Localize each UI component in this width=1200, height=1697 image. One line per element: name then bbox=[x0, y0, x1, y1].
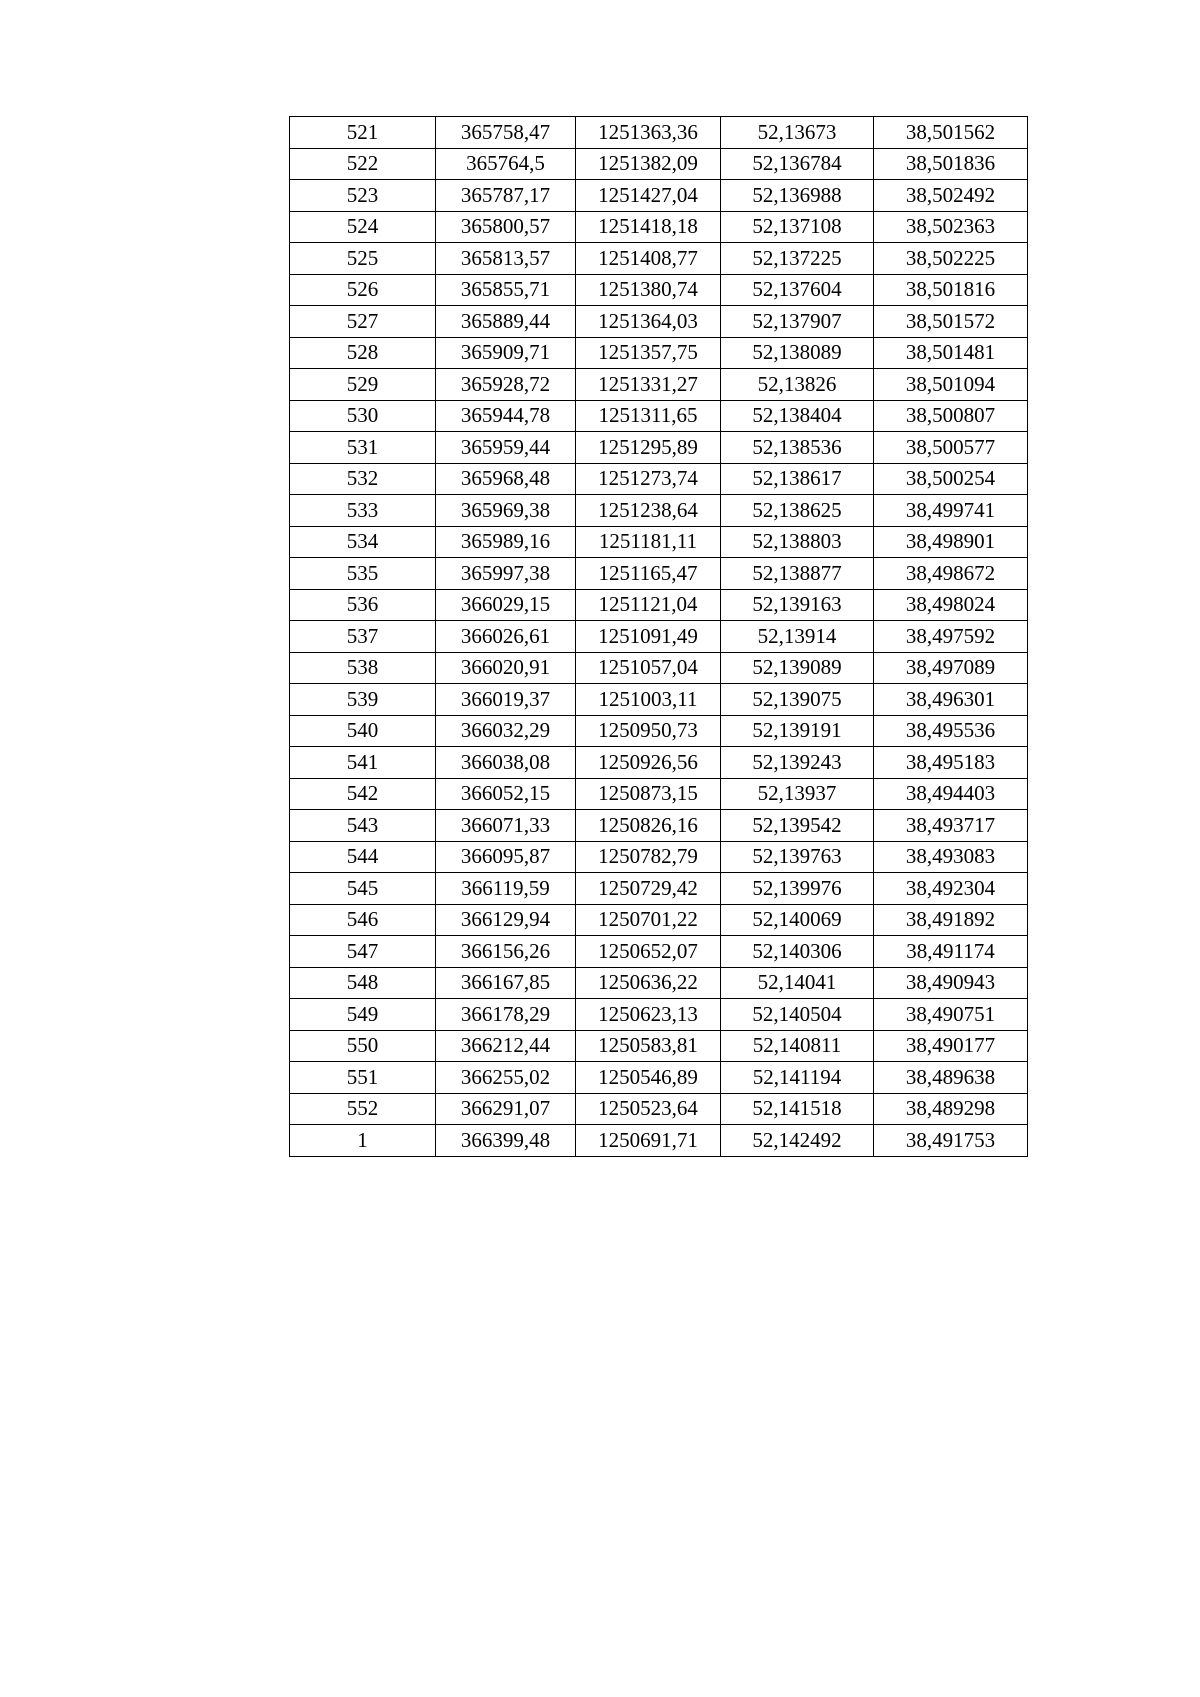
x-coordinate-cell: 365928,72 bbox=[436, 369, 576, 401]
table-row bbox=[290, 558, 1028, 590]
x-coordinate-cell: 365944,78 bbox=[436, 400, 576, 432]
table-row bbox=[290, 180, 1028, 212]
table-row bbox=[290, 873, 1028, 905]
table-row bbox=[290, 243, 1028, 275]
longitude-cell: 38,501816 bbox=[874, 274, 1028, 306]
table-row bbox=[290, 400, 1028, 432]
table-row bbox=[290, 621, 1028, 653]
table-row bbox=[290, 495, 1028, 527]
point-number-cell: 523 bbox=[290, 180, 436, 212]
point-number-cell: 547 bbox=[290, 936, 436, 968]
x-coordinate-cell: 365997,38 bbox=[436, 558, 576, 590]
point-number-cell: 525 bbox=[290, 243, 436, 275]
longitude-cell: 38,493717 bbox=[874, 810, 1028, 842]
coordinates-table-body bbox=[290, 117, 1028, 1157]
latitude-cell: 52,136784 bbox=[721, 148, 874, 180]
latitude-cell: 52,137225 bbox=[721, 243, 874, 275]
point-number-cell: 528 bbox=[290, 337, 436, 369]
x-coordinate-cell: 366019,37 bbox=[436, 684, 576, 716]
x-coordinate-cell: 366255,02 bbox=[436, 1062, 576, 1094]
longitude-cell: 38,491174 bbox=[874, 936, 1028, 968]
point-number-cell: 544 bbox=[290, 841, 436, 873]
y-coordinate-cell: 1251091,49 bbox=[576, 621, 721, 653]
longitude-cell: 38,501481 bbox=[874, 337, 1028, 369]
x-coordinate-cell: 366156,26 bbox=[436, 936, 576, 968]
latitude-cell: 52,139243 bbox=[721, 747, 874, 779]
longitude-cell: 38,491892 bbox=[874, 904, 1028, 936]
point-number-cell: 533 bbox=[290, 495, 436, 527]
x-coordinate-cell: 366052,15 bbox=[436, 778, 576, 810]
latitude-cell: 52,142492 bbox=[721, 1125, 874, 1157]
point-number-cell: 548 bbox=[290, 967, 436, 999]
point-number-cell: 540 bbox=[290, 715, 436, 747]
x-coordinate-cell: 365889,44 bbox=[436, 306, 576, 338]
longitude-cell: 38,502225 bbox=[874, 243, 1028, 275]
longitude-cell: 38,491753 bbox=[874, 1125, 1028, 1157]
latitude-cell: 52,13673 bbox=[721, 117, 874, 149]
x-coordinate-cell: 366020,91 bbox=[436, 652, 576, 684]
longitude-cell: 38,493083 bbox=[874, 841, 1028, 873]
x-coordinate-cell: 365989,16 bbox=[436, 526, 576, 558]
x-coordinate-cell: 366119,59 bbox=[436, 873, 576, 905]
y-coordinate-cell: 1251057,04 bbox=[576, 652, 721, 684]
table-row bbox=[290, 904, 1028, 936]
y-coordinate-cell: 1251382,09 bbox=[576, 148, 721, 180]
latitude-cell: 52,137108 bbox=[721, 211, 874, 243]
y-coordinate-cell: 1251003,11 bbox=[576, 684, 721, 716]
longitude-cell: 38,497089 bbox=[874, 652, 1028, 684]
point-number-cell: 549 bbox=[290, 999, 436, 1031]
latitude-cell: 52,138404 bbox=[721, 400, 874, 432]
point-number-cell: 545 bbox=[290, 873, 436, 905]
x-coordinate-cell: 365968,48 bbox=[436, 463, 576, 495]
point-number-cell: 551 bbox=[290, 1062, 436, 1094]
point-number-cell: 526 bbox=[290, 274, 436, 306]
y-coordinate-cell: 1251364,03 bbox=[576, 306, 721, 338]
table-row bbox=[290, 1125, 1028, 1157]
longitude-cell: 38,500807 bbox=[874, 400, 1028, 432]
latitude-cell: 52,139976 bbox=[721, 873, 874, 905]
point-number-cell: 539 bbox=[290, 684, 436, 716]
coordinates-table bbox=[289, 116, 1028, 1157]
longitude-cell: 38,500254 bbox=[874, 463, 1028, 495]
y-coordinate-cell: 1251331,27 bbox=[576, 369, 721, 401]
point-number-cell: 529 bbox=[290, 369, 436, 401]
longitude-cell: 38,501562 bbox=[874, 117, 1028, 149]
point-number-cell: 535 bbox=[290, 558, 436, 590]
y-coordinate-cell: 1250623,13 bbox=[576, 999, 721, 1031]
latitude-cell: 52,139075 bbox=[721, 684, 874, 716]
y-coordinate-cell: 1251273,74 bbox=[576, 463, 721, 495]
table-row bbox=[290, 684, 1028, 716]
longitude-cell: 38,501836 bbox=[874, 148, 1028, 180]
latitude-cell: 52,139763 bbox=[721, 841, 874, 873]
y-coordinate-cell: 1251165,47 bbox=[576, 558, 721, 590]
y-coordinate-cell: 1251311,65 bbox=[576, 400, 721, 432]
table-row bbox=[290, 117, 1028, 149]
x-coordinate-cell: 366032,29 bbox=[436, 715, 576, 747]
x-coordinate-cell: 366029,15 bbox=[436, 589, 576, 621]
y-coordinate-cell: 1250926,56 bbox=[576, 747, 721, 779]
y-coordinate-cell: 1251408,77 bbox=[576, 243, 721, 275]
table-row bbox=[290, 747, 1028, 779]
y-coordinate-cell: 1251363,36 bbox=[576, 117, 721, 149]
latitude-cell: 52,139163 bbox=[721, 589, 874, 621]
table-row bbox=[290, 810, 1028, 842]
x-coordinate-cell: 366095,87 bbox=[436, 841, 576, 873]
latitude-cell: 52,138625 bbox=[721, 495, 874, 527]
longitude-cell: 38,501572 bbox=[874, 306, 1028, 338]
table-row bbox=[290, 1062, 1028, 1094]
latitude-cell: 52,138536 bbox=[721, 432, 874, 464]
point-number-cell: 532 bbox=[290, 463, 436, 495]
x-coordinate-cell: 365758,47 bbox=[436, 117, 576, 149]
y-coordinate-cell: 1250873,15 bbox=[576, 778, 721, 810]
y-coordinate-cell: 1251238,64 bbox=[576, 495, 721, 527]
latitude-cell: 52,13914 bbox=[721, 621, 874, 653]
table-row bbox=[290, 432, 1028, 464]
latitude-cell: 52,14041 bbox=[721, 967, 874, 999]
longitude-cell: 38,497592 bbox=[874, 621, 1028, 653]
table-row bbox=[290, 274, 1028, 306]
y-coordinate-cell: 1251380,74 bbox=[576, 274, 721, 306]
x-coordinate-cell: 366399,48 bbox=[436, 1125, 576, 1157]
point-number-cell: 538 bbox=[290, 652, 436, 684]
table-row bbox=[290, 589, 1028, 621]
latitude-cell: 52,140069 bbox=[721, 904, 874, 936]
latitude-cell: 52,13937 bbox=[721, 778, 874, 810]
y-coordinate-cell: 1250826,16 bbox=[576, 810, 721, 842]
x-coordinate-cell: 366129,94 bbox=[436, 904, 576, 936]
longitude-cell: 38,500577 bbox=[874, 432, 1028, 464]
y-coordinate-cell: 1250729,42 bbox=[576, 873, 721, 905]
latitude-cell: 52,141194 bbox=[721, 1062, 874, 1094]
latitude-cell: 52,137604 bbox=[721, 274, 874, 306]
latitude-cell: 52,140811 bbox=[721, 1030, 874, 1062]
latitude-cell: 52,139542 bbox=[721, 810, 874, 842]
x-coordinate-cell: 365813,57 bbox=[436, 243, 576, 275]
latitude-cell: 52,13826 bbox=[721, 369, 874, 401]
y-coordinate-cell: 1250950,73 bbox=[576, 715, 721, 747]
x-coordinate-cell: 365969,38 bbox=[436, 495, 576, 527]
point-number-cell: 550 bbox=[290, 1030, 436, 1062]
x-coordinate-cell: 366071,33 bbox=[436, 810, 576, 842]
point-number-cell: 527 bbox=[290, 306, 436, 338]
table-row bbox=[290, 999, 1028, 1031]
table-row bbox=[290, 1093, 1028, 1125]
point-number-cell: 552 bbox=[290, 1093, 436, 1125]
longitude-cell: 38,490751 bbox=[874, 999, 1028, 1031]
table-row bbox=[290, 148, 1028, 180]
latitude-cell: 52,141518 bbox=[721, 1093, 874, 1125]
point-number-cell: 537 bbox=[290, 621, 436, 653]
table-row bbox=[290, 936, 1028, 968]
x-coordinate-cell: 366167,85 bbox=[436, 967, 576, 999]
longitude-cell: 38,498901 bbox=[874, 526, 1028, 558]
y-coordinate-cell: 1250546,89 bbox=[576, 1062, 721, 1094]
point-number-cell: 521 bbox=[290, 117, 436, 149]
point-number-cell: 542 bbox=[290, 778, 436, 810]
point-number-cell: 530 bbox=[290, 400, 436, 432]
longitude-cell: 38,489298 bbox=[874, 1093, 1028, 1125]
y-coordinate-cell: 1251427,04 bbox=[576, 180, 721, 212]
latitude-cell: 52,137907 bbox=[721, 306, 874, 338]
longitude-cell: 38,499741 bbox=[874, 495, 1028, 527]
table-row bbox=[290, 778, 1028, 810]
y-coordinate-cell: 1250636,22 bbox=[576, 967, 721, 999]
point-number-cell: 546 bbox=[290, 904, 436, 936]
y-coordinate-cell: 1250701,22 bbox=[576, 904, 721, 936]
point-number-cell: 536 bbox=[290, 589, 436, 621]
x-coordinate-cell: 365959,44 bbox=[436, 432, 576, 464]
latitude-cell: 52,140306 bbox=[721, 936, 874, 968]
point-number-cell: 531 bbox=[290, 432, 436, 464]
table-row bbox=[290, 306, 1028, 338]
x-coordinate-cell: 365787,17 bbox=[436, 180, 576, 212]
x-coordinate-cell: 365909,71 bbox=[436, 337, 576, 369]
latitude-cell: 52,138617 bbox=[721, 463, 874, 495]
longitude-cell: 38,502363 bbox=[874, 211, 1028, 243]
x-coordinate-cell: 365800,57 bbox=[436, 211, 576, 243]
table-row bbox=[290, 967, 1028, 999]
latitude-cell: 52,138803 bbox=[721, 526, 874, 558]
table-row bbox=[290, 841, 1028, 873]
x-coordinate-cell: 366026,61 bbox=[436, 621, 576, 653]
table-row bbox=[290, 463, 1028, 495]
x-coordinate-cell: 366291,07 bbox=[436, 1093, 576, 1125]
longitude-cell: 38,494403 bbox=[874, 778, 1028, 810]
table-row bbox=[290, 211, 1028, 243]
latitude-cell: 52,140504 bbox=[721, 999, 874, 1031]
y-coordinate-cell: 1250782,79 bbox=[576, 841, 721, 873]
y-coordinate-cell: 1251295,89 bbox=[576, 432, 721, 464]
point-number-cell: 534 bbox=[290, 526, 436, 558]
point-number-cell: 1 bbox=[290, 1125, 436, 1157]
x-coordinate-cell: 366212,44 bbox=[436, 1030, 576, 1062]
longitude-cell: 38,496301 bbox=[874, 684, 1028, 716]
longitude-cell: 38,501094 bbox=[874, 369, 1028, 401]
y-coordinate-cell: 1251181,11 bbox=[576, 526, 721, 558]
longitude-cell: 38,498672 bbox=[874, 558, 1028, 590]
latitude-cell: 52,139089 bbox=[721, 652, 874, 684]
longitude-cell: 38,495183 bbox=[874, 747, 1028, 779]
y-coordinate-cell: 1250691,71 bbox=[576, 1125, 721, 1157]
y-coordinate-cell: 1251357,75 bbox=[576, 337, 721, 369]
y-coordinate-cell: 1251121,04 bbox=[576, 589, 721, 621]
table-row bbox=[290, 369, 1028, 401]
longitude-cell: 38,502492 bbox=[874, 180, 1028, 212]
table-row bbox=[290, 1030, 1028, 1062]
y-coordinate-cell: 1250523,64 bbox=[576, 1093, 721, 1125]
longitude-cell: 38,492304 bbox=[874, 873, 1028, 905]
table-row bbox=[290, 337, 1028, 369]
table-row bbox=[290, 526, 1028, 558]
y-coordinate-cell: 1250652,07 bbox=[576, 936, 721, 968]
point-number-cell: 541 bbox=[290, 747, 436, 779]
point-number-cell: 522 bbox=[290, 148, 436, 180]
longitude-cell: 38,489638 bbox=[874, 1062, 1028, 1094]
latitude-cell: 52,136988 bbox=[721, 180, 874, 212]
latitude-cell: 52,138877 bbox=[721, 558, 874, 590]
x-coordinate-cell: 366178,29 bbox=[436, 999, 576, 1031]
longitude-cell: 38,495536 bbox=[874, 715, 1028, 747]
point-number-cell: 543 bbox=[290, 810, 436, 842]
point-number-cell: 524 bbox=[290, 211, 436, 243]
longitude-cell: 38,490177 bbox=[874, 1030, 1028, 1062]
y-coordinate-cell: 1251418,18 bbox=[576, 211, 721, 243]
longitude-cell: 38,498024 bbox=[874, 589, 1028, 621]
longitude-cell: 38,490943 bbox=[874, 967, 1028, 999]
x-coordinate-cell: 366038,08 bbox=[436, 747, 576, 779]
x-coordinate-cell: 365855,71 bbox=[436, 274, 576, 306]
y-coordinate-cell: 1250583,81 bbox=[576, 1030, 721, 1062]
latitude-cell: 52,138089 bbox=[721, 337, 874, 369]
x-coordinate-cell: 365764,5 bbox=[436, 148, 576, 180]
table-row bbox=[290, 715, 1028, 747]
latitude-cell: 52,139191 bbox=[721, 715, 874, 747]
table-row bbox=[290, 652, 1028, 684]
